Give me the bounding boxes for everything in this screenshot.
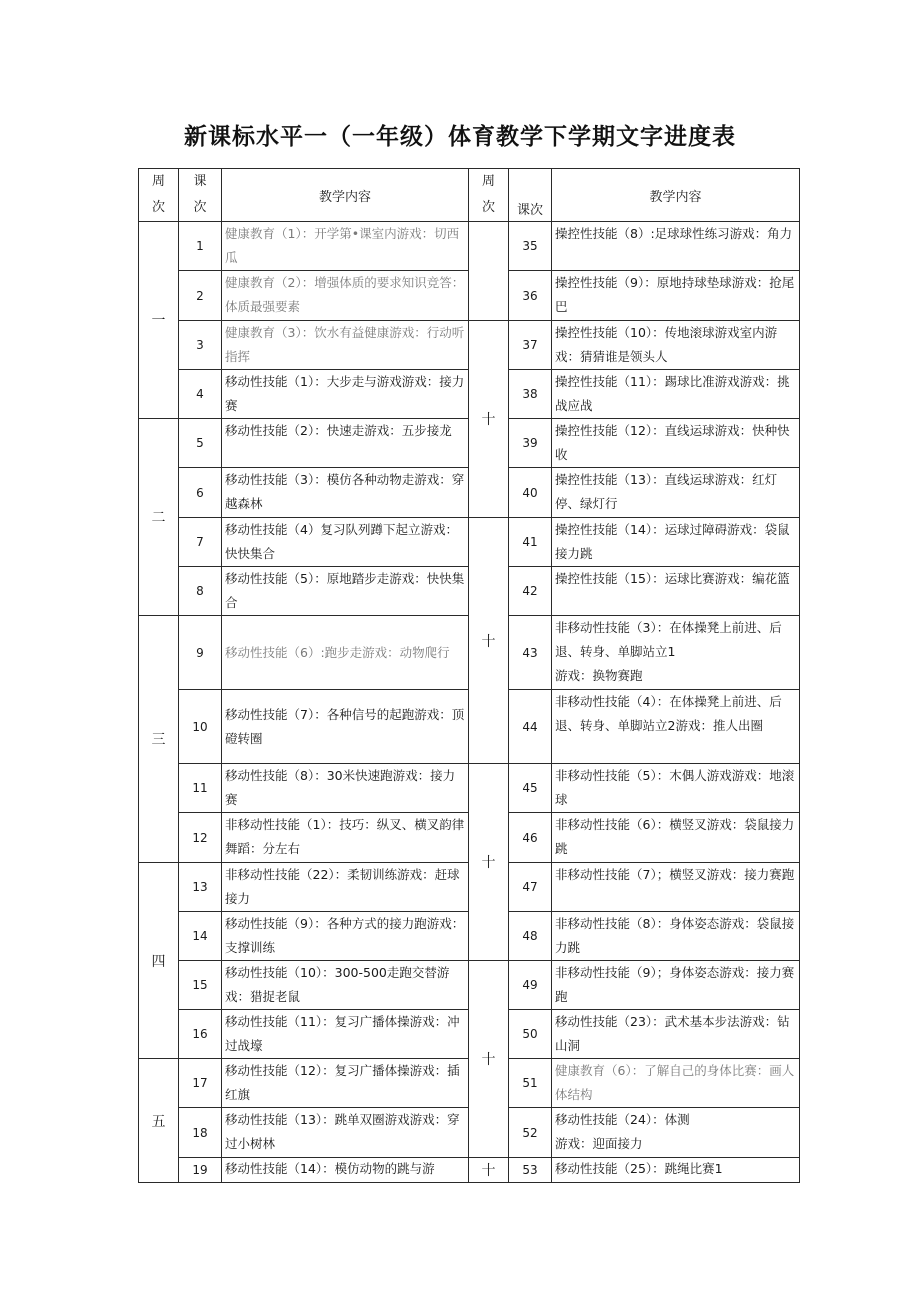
lesson-number: 8 <box>179 567 222 616</box>
lesson-content: 非移动性技能（4）：在体操凳上前进、后退、转身、单脚站立2游戏：推人出圈 <box>552 690 800 764</box>
header-week-right: 周 次 <box>469 169 509 222</box>
lesson-content: 健康教育（3）：饮水有益健康游戏：行动听指挥 <box>222 321 469 370</box>
lesson-content: 非移动性技能（1）：技巧：纵叉、横叉韵律舞蹈：分左右 <box>222 813 469 863</box>
lesson-number: 50 <box>509 1010 552 1059</box>
lesson-content: 非移动性技能（22）：柔韧训练游戏：赶球接力 <box>222 863 469 912</box>
lesson-content: 移动性技能（14）：模仿动物的跳与游 <box>222 1158 469 1183</box>
lesson-number: 14 <box>179 912 222 961</box>
lesson-content: 健康教育（1）：开学第•课室内游戏：切西瓜 <box>222 222 469 271</box>
lesson-content: 移动性技能（10）：300-500走跑交替游戏：猎捉老鼠 <box>222 961 469 1010</box>
week-cell: 十 <box>469 321 509 518</box>
lesson-number: 15 <box>179 961 222 1010</box>
lesson-content: 操控性技能（8）:足球球性练习游戏：角力 <box>552 222 800 271</box>
lesson-content: 非移动性技能（5）：木偶人游戏游戏：地滚球 <box>552 764 800 813</box>
lesson-content: 移动性技能（12）：复习广播体操游戏：插红旗 <box>222 1059 469 1108</box>
lesson-number: 35 <box>509 222 552 271</box>
table-header-row <box>139 169 800 222</box>
lesson-number: 41 <box>509 518 552 567</box>
lesson-content <box>552 1108 800 1158</box>
lesson-content: 移动性技能（2）：快速走游戏：五步接龙 <box>222 419 469 468</box>
week-cell: 五 <box>139 1059 179 1183</box>
lesson-number: 39 <box>509 419 552 468</box>
lesson-content: 健康教育（2）：增强体质的要求知识竞答：体质最强要素 <box>222 271 469 321</box>
lesson-content: 移动性技能（6）:跑步走游戏：动物爬行 <box>222 616 469 690</box>
lesson-number: 17 <box>179 1059 222 1108</box>
lesson-number: 19 <box>179 1158 222 1183</box>
lesson-number: 37 <box>509 321 552 370</box>
table-row <box>139 222 800 271</box>
lesson-content-line: 游戏：换物赛跑 <box>555 668 643 683</box>
week-cell: 一 <box>139 222 179 419</box>
lesson-content: 移动性技能（8）：30米快速跑游戏：接力赛 <box>222 764 469 813</box>
header-content-right: 教学内容 <box>552 169 800 222</box>
lesson-content: 移动性技能（9）：各种方式的接力跑游戏：支撑训练 <box>222 912 469 961</box>
header-content-left: 教学内容 <box>222 169 469 222</box>
lesson-number: 5 <box>179 419 222 468</box>
lesson-number: 9 <box>179 616 222 690</box>
lesson-content: 非移动性技能（6）：横竖叉游戏：袋鼠接力跳 <box>552 813 800 863</box>
lesson-number: 7 <box>179 518 222 567</box>
lesson-number: 52 <box>509 1108 552 1158</box>
lesson-number: 12 <box>179 813 222 863</box>
lesson-content: 移动性技能（3）：模仿各种动物走游戏：穿越森林 <box>222 468 469 518</box>
lesson-content: 操控性技能（9）：原地持球垫球游戏：抢尾巴 <box>552 271 800 321</box>
lesson-number: 13 <box>179 863 222 912</box>
lesson-content-line: 游戏：迎面接力 <box>555 1136 643 1151</box>
lesson-content: 操控性技能（15）：运球比赛游戏：编花篮 <box>552 567 800 616</box>
lesson-number: 48 <box>509 912 552 961</box>
lesson-number: 10 <box>179 690 222 764</box>
lesson-number: 43 <box>509 616 552 690</box>
lesson-number: 53 <box>509 1158 552 1183</box>
lesson-content: 移动性技能（13）：跳单双圈游戏游戏：穿过小树林 <box>222 1108 469 1158</box>
lesson-content: 移动性技能（5）：原地踏步走游戏：快快集合 <box>222 567 469 616</box>
lesson-number: 47 <box>509 863 552 912</box>
header-lesson-left: 课 次 <box>179 169 222 222</box>
lesson-number: 1 <box>179 222 222 271</box>
lesson-number: 4 <box>179 370 222 419</box>
lesson-number: 2 <box>179 271 222 321</box>
lesson-number: 42 <box>509 567 552 616</box>
table-row <box>139 961 800 1010</box>
lesson-content: 操控性技能（11）：踢球比准游戏游戏：挑战应战 <box>552 370 800 419</box>
lesson-number: 45 <box>509 764 552 813</box>
lesson-number: 11 <box>179 764 222 813</box>
lesson-content: 移动性技能（1）：大步走与游戏游戏：接力赛 <box>222 370 469 419</box>
lesson-number: 16 <box>179 1010 222 1059</box>
lesson-number: 51 <box>509 1059 552 1108</box>
lesson-content: 操控性技能（13）：直线运球游戏：红灯停、绿灯行 <box>552 468 800 518</box>
lesson-number: 38 <box>509 370 552 419</box>
week-cell: 十 <box>469 961 509 1158</box>
schedule-table <box>138 168 800 1183</box>
lesson-number: 44 <box>509 690 552 764</box>
week-cell: 三 <box>139 616 179 863</box>
lesson-number: 49 <box>509 961 552 1010</box>
week-cell: 十 <box>469 518 509 764</box>
lesson-content: 移动性技能（4）复习队列蹲下起立游戏：快快集合 <box>222 518 469 567</box>
week-cell: 十 <box>469 764 509 961</box>
lesson-content: 移动性技能（23）：武术基本步法游戏：钻山洞 <box>552 1010 800 1059</box>
lesson-content: 移动性技能（11）：复习广播体操游戏：冲过战壕 <box>222 1010 469 1059</box>
lesson-number: 40 <box>509 468 552 518</box>
table-row <box>139 321 800 370</box>
lesson-content-line: 移动性技能（24）：体测 <box>555 1112 690 1127</box>
lesson-content: 操控性技能（12）：直线运球游戏：快种快收 <box>552 419 800 468</box>
lesson-number: 36 <box>509 271 552 321</box>
lesson-number: 3 <box>179 321 222 370</box>
table-row <box>139 518 800 567</box>
lesson-content: 移动性技能（7）：各种信号的起跑游戏：顶磴转圈 <box>222 690 469 764</box>
lesson-number: 6 <box>179 468 222 518</box>
lesson-content: 非移动性技能（7）；横竖叉游戏：接力赛跑 <box>552 863 800 912</box>
lesson-number: 18 <box>179 1108 222 1158</box>
week-cell: 四 <box>139 863 179 1059</box>
lesson-number: 46 <box>509 813 552 863</box>
lesson-content: 操控性技能（14）：运球过障碍游戏：袋鼠接力跳 <box>552 518 800 567</box>
lesson-content: 健康教育（6）：了解自己的身体比赛：画人体结构 <box>552 1059 800 1108</box>
header-lesson-right: 课次 <box>509 169 552 222</box>
lesson-content: 非移动性技能（9）；身体姿态游戏：接力赛跑 <box>552 961 800 1010</box>
lesson-content: 移动性技能（25）：跳绳比赛1 <box>552 1158 800 1183</box>
page-title: 新课标水平一（一年级）体育教学下学期文字进度表 <box>184 124 736 150</box>
lesson-content: 操控性技能（10）：传地滚球游戏室内游戏：猜猜谁是领头人 <box>552 321 800 370</box>
week-cell <box>469 222 509 321</box>
lesson-content-line: 非移动性技能（3）：在体操凳上前进、后退、转身、单脚站立1 <box>555 620 782 659</box>
week-cell: 十 <box>469 1158 509 1183</box>
table-row <box>139 1158 800 1183</box>
lesson-content: 非移动性技能（8）：身体姿态游戏：袋鼠接力跳 <box>552 912 800 961</box>
lesson-content <box>552 616 800 690</box>
table-row <box>139 764 800 813</box>
header-week-left: 周 次 <box>139 169 179 222</box>
week-cell: 二 <box>139 419 179 616</box>
